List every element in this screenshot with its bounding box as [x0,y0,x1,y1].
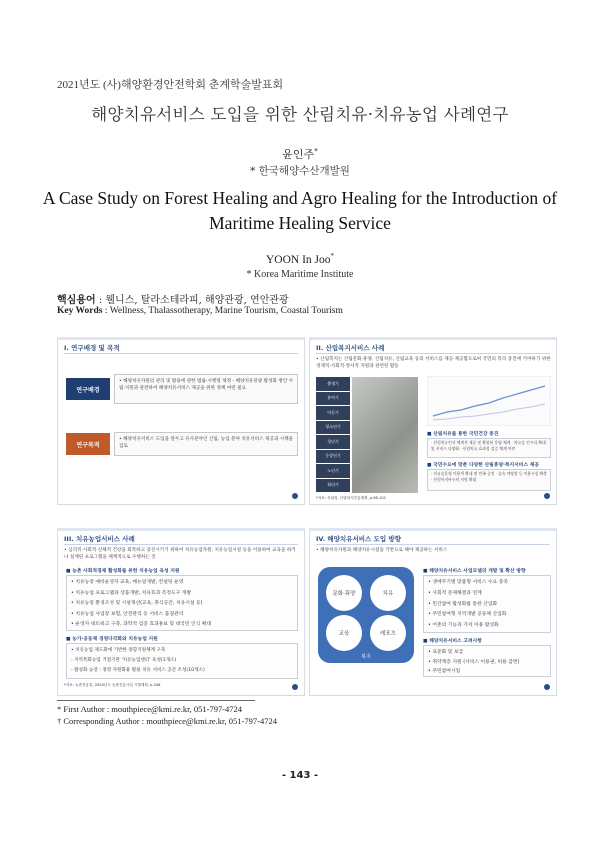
list-item: • 주민참여형 지역개발 공동체 산업화 [428,612,507,618]
marine-model-subheading: ■ 해양치유서비스 사업모델의 개발 및 확산 방향 [423,569,526,574]
footnote-divider [57,700,255,701]
life-stage-bar: 중장년기 [316,450,350,464]
keywords-english-text: : Wellness, Thalassotherapy, Marine Tourism, Coastal Tourism [104,306,343,316]
divider [316,353,550,354]
forest-healing-box: · 산림치유인자 체계적 제공 및 확장된 운영 체계 · 치유숲 인프라 확대 및 서비스 다양화 · 산림치유 효과성 검증 체계 마련 [427,438,551,458]
marine-model-box [423,575,551,633]
footnote-corresponding-author: † Corresponding Author : mouthpiece@kmi.re.kr, 051-797-4724 [57,716,277,726]
list-item: • 치유농장 예비운영자 교육, 매뉴얼개발, 컨설팅 운영 [71,580,184,585]
affiliation-korean: * 한국해양수산개발원 [250,165,350,177]
keywords-korean-text: : 웰니스, 탈라소테라피, 해양관광, 연안관광 [98,295,289,306]
agro-farm-subheading: ■ 농가·공동체 경영다각화와 치유농업 지원 [66,637,158,642]
venn-education: 교육 [326,615,362,651]
keywords-english [57,306,343,316]
slide-research-background [57,337,305,505]
forest-recreation-box: · 치유숲운영 이용객 확대 및 만족 증진 · 숲속 야영장 등 이용시설 확충 · 산림복지바우처 지원 확대 [427,469,551,491]
life-stage-bar: 회년기 [316,479,350,493]
research-purpose-text: • 해양치유서비스 도입을 앞두고 유사분야인 산림, 농업 분야 치유서비스 제공과 시책을 검토 [119,437,294,449]
service-venn-diagram [318,567,414,663]
list-item: • 사회적 문제해결과 연계 [428,590,482,596]
venn-welfare-label: 복지 [361,654,371,660]
list-item: • 치유농업 제도화에 기반한 종합지원체계 구축 [71,648,166,653]
agro-rural-box [66,575,298,631]
forest-recreation-subheading: ■ 국민수요에 맞춘 다양한 산림휴양·복지서비스 제공 [427,463,540,468]
list-item: - 활성화 농장 : 경영 자원화용 활용 치유 서비스 공간 조성(10개소) [71,668,205,673]
affiliation-english: * Korea Maritime Institute [246,269,354,280]
list-item: • 취약계층 지원 (서비스 이용권, 비용 감면) [428,659,520,665]
marine-consideration-subheading: ■ 해양치유서비스 고려사항 [423,639,482,644]
venn-leisure-sports: 레포츠 [370,615,406,651]
paper-title-english: A Case Study on Forest Healing and Agro Healing for the Introduction of Maritime Healing Service [42,188,558,233]
agro-healing-definition: • 심리적·사회적·신체적 건강을 회복하고 증진시키기 위하여 치유농업자원, 치유농업시설 등을 이용하여 교육을 하거나 설계된 프로그램을 체계적으로 수행하는 것 [64,548,296,560]
research-purpose-box [114,432,298,456]
label-research-background: 연구배경 [66,378,110,400]
divider [316,544,550,545]
conference-line: 2021년도 (사)해양환경안전학회 춘계학술발표회 [57,79,284,91]
divider [64,544,298,545]
label-research-purpose: 연구목적 [66,433,110,455]
forest-welfare-definition: • 산림복지는 산림문화·휴양, 산림치유, 산림교육 등의 서비스를 제공·제공함으로써 국민의 복리 증진에 기여하기 위한 경제적·사회적·정서적 지원과 관련된 활동 [316,357,551,369]
author-english: YOON In Joo* [265,252,335,266]
slide-page-dot [544,493,550,499]
divider [64,353,298,354]
life-stage-bar: 아동기 [316,406,350,420]
research-background-text: • 해양치유자원의 관리 및 활용에 관한 법률·시행령 제정 - 해양치유관광 활성화 방안 수립·지원과 관련하여 해양치유서비스 제공을 위한 정책 마련 필요 [119,379,294,391]
slide-page-dot [544,684,550,690]
keywords-korean-label: 핵심용어 [57,295,96,306]
forest-welfare-source: *자료: 산림청, 산림복지진흥계획, p.98-101 [316,496,387,500]
life-stage-bar: 청년기 [316,435,350,449]
marine-healing-definition: • 해양치유자원과 해양치유시설을 기반으로 해야 제공하는 서비스 [316,548,448,553]
slide-heading: IV. 해양치유서비스 도입 방향 [316,535,401,543]
list-item: • 생애주기별 맞춤형 서비스 수요 충족 [428,580,508,585]
marine-consideration-box [423,645,551,677]
keywords-english-label: Key Words [57,306,103,316]
list-item: • 어촌의 기능과 가치 이용 활성화 [428,623,499,629]
slide-page-dot [292,493,298,499]
list-item: • 치유농업 프로그램과 상품개발, 치유효과 측정도구 개발 [71,590,192,596]
keywords-korean [57,291,289,306]
list-item: • 치유농업 사업장 보험, 안전관리 등 서비스 품질관리 [71,611,184,617]
life-stage-bar: 노년기 [316,464,350,478]
footnote-first-author: * First Author : mouthpiece@kmi.re.kr, 051-797-4724 [57,704,243,714]
forest-healing-subheading: ■ 산림치유를 통한 국민건강 증진 [427,432,499,437]
list-item: - 지역특화농업 거점기관 '치유농업센터' 육성(1개소) [71,658,177,663]
list-item: • 민간참여 활성화를 통한 산업화 [428,601,498,607]
page-number: - 143 - [281,770,319,781]
life-stage-bar: 유아기 [316,392,350,406]
slide-forest-welfare [309,337,557,505]
agro-healing-source: *자료: 농촌진흥청, 2020년도 농촌진흥사업 시행계획, p.346 [64,683,161,687]
agro-rural-subheading: ■ 농촌 사회적경제 활성화를 위한 치유농업 육성 지원 [66,569,180,574]
slide-agro-healing [57,528,305,696]
life-stage-bar: 청소년기 [316,421,350,435]
author-korean: 윤인주* [282,147,318,161]
slide-marine-healing-direction [309,528,557,696]
slide-heading: II. 산림복지서비스 사례 [316,344,385,352]
list-item: • 치유농장 환경조성 및 시설개선(교육, 휴식공간, 치유시설 등) [71,601,203,606]
venn-culture-recreation: 문화·휴양 [326,575,362,611]
slide-heading: III. 치유농업서비스 사례 [64,535,135,543]
slide-page-dot [292,684,298,690]
list-item: • 표준화 및 보급 [428,650,464,655]
agro-farm-box [66,643,298,679]
life-stage-bar: 출생기 [316,377,350,391]
paper-title-korean: 해양치유서비스 도입을 위한 산림치유·치유농업 사례연구 [91,105,509,124]
list-item: • 주민참여사업 [428,669,461,674]
welfare-trend-chart [427,376,551,426]
venn-healing: 치유 [370,575,406,611]
research-background-box [114,374,298,404]
forest-welfare-infographic [352,377,418,493]
list-item: • 운영자 네트워크 구축, 과학적 검증 효과홍보 및 대국민 인식 확대 [71,622,212,627]
slide-heading: I. 연구배경 및 목적 [64,344,120,352]
